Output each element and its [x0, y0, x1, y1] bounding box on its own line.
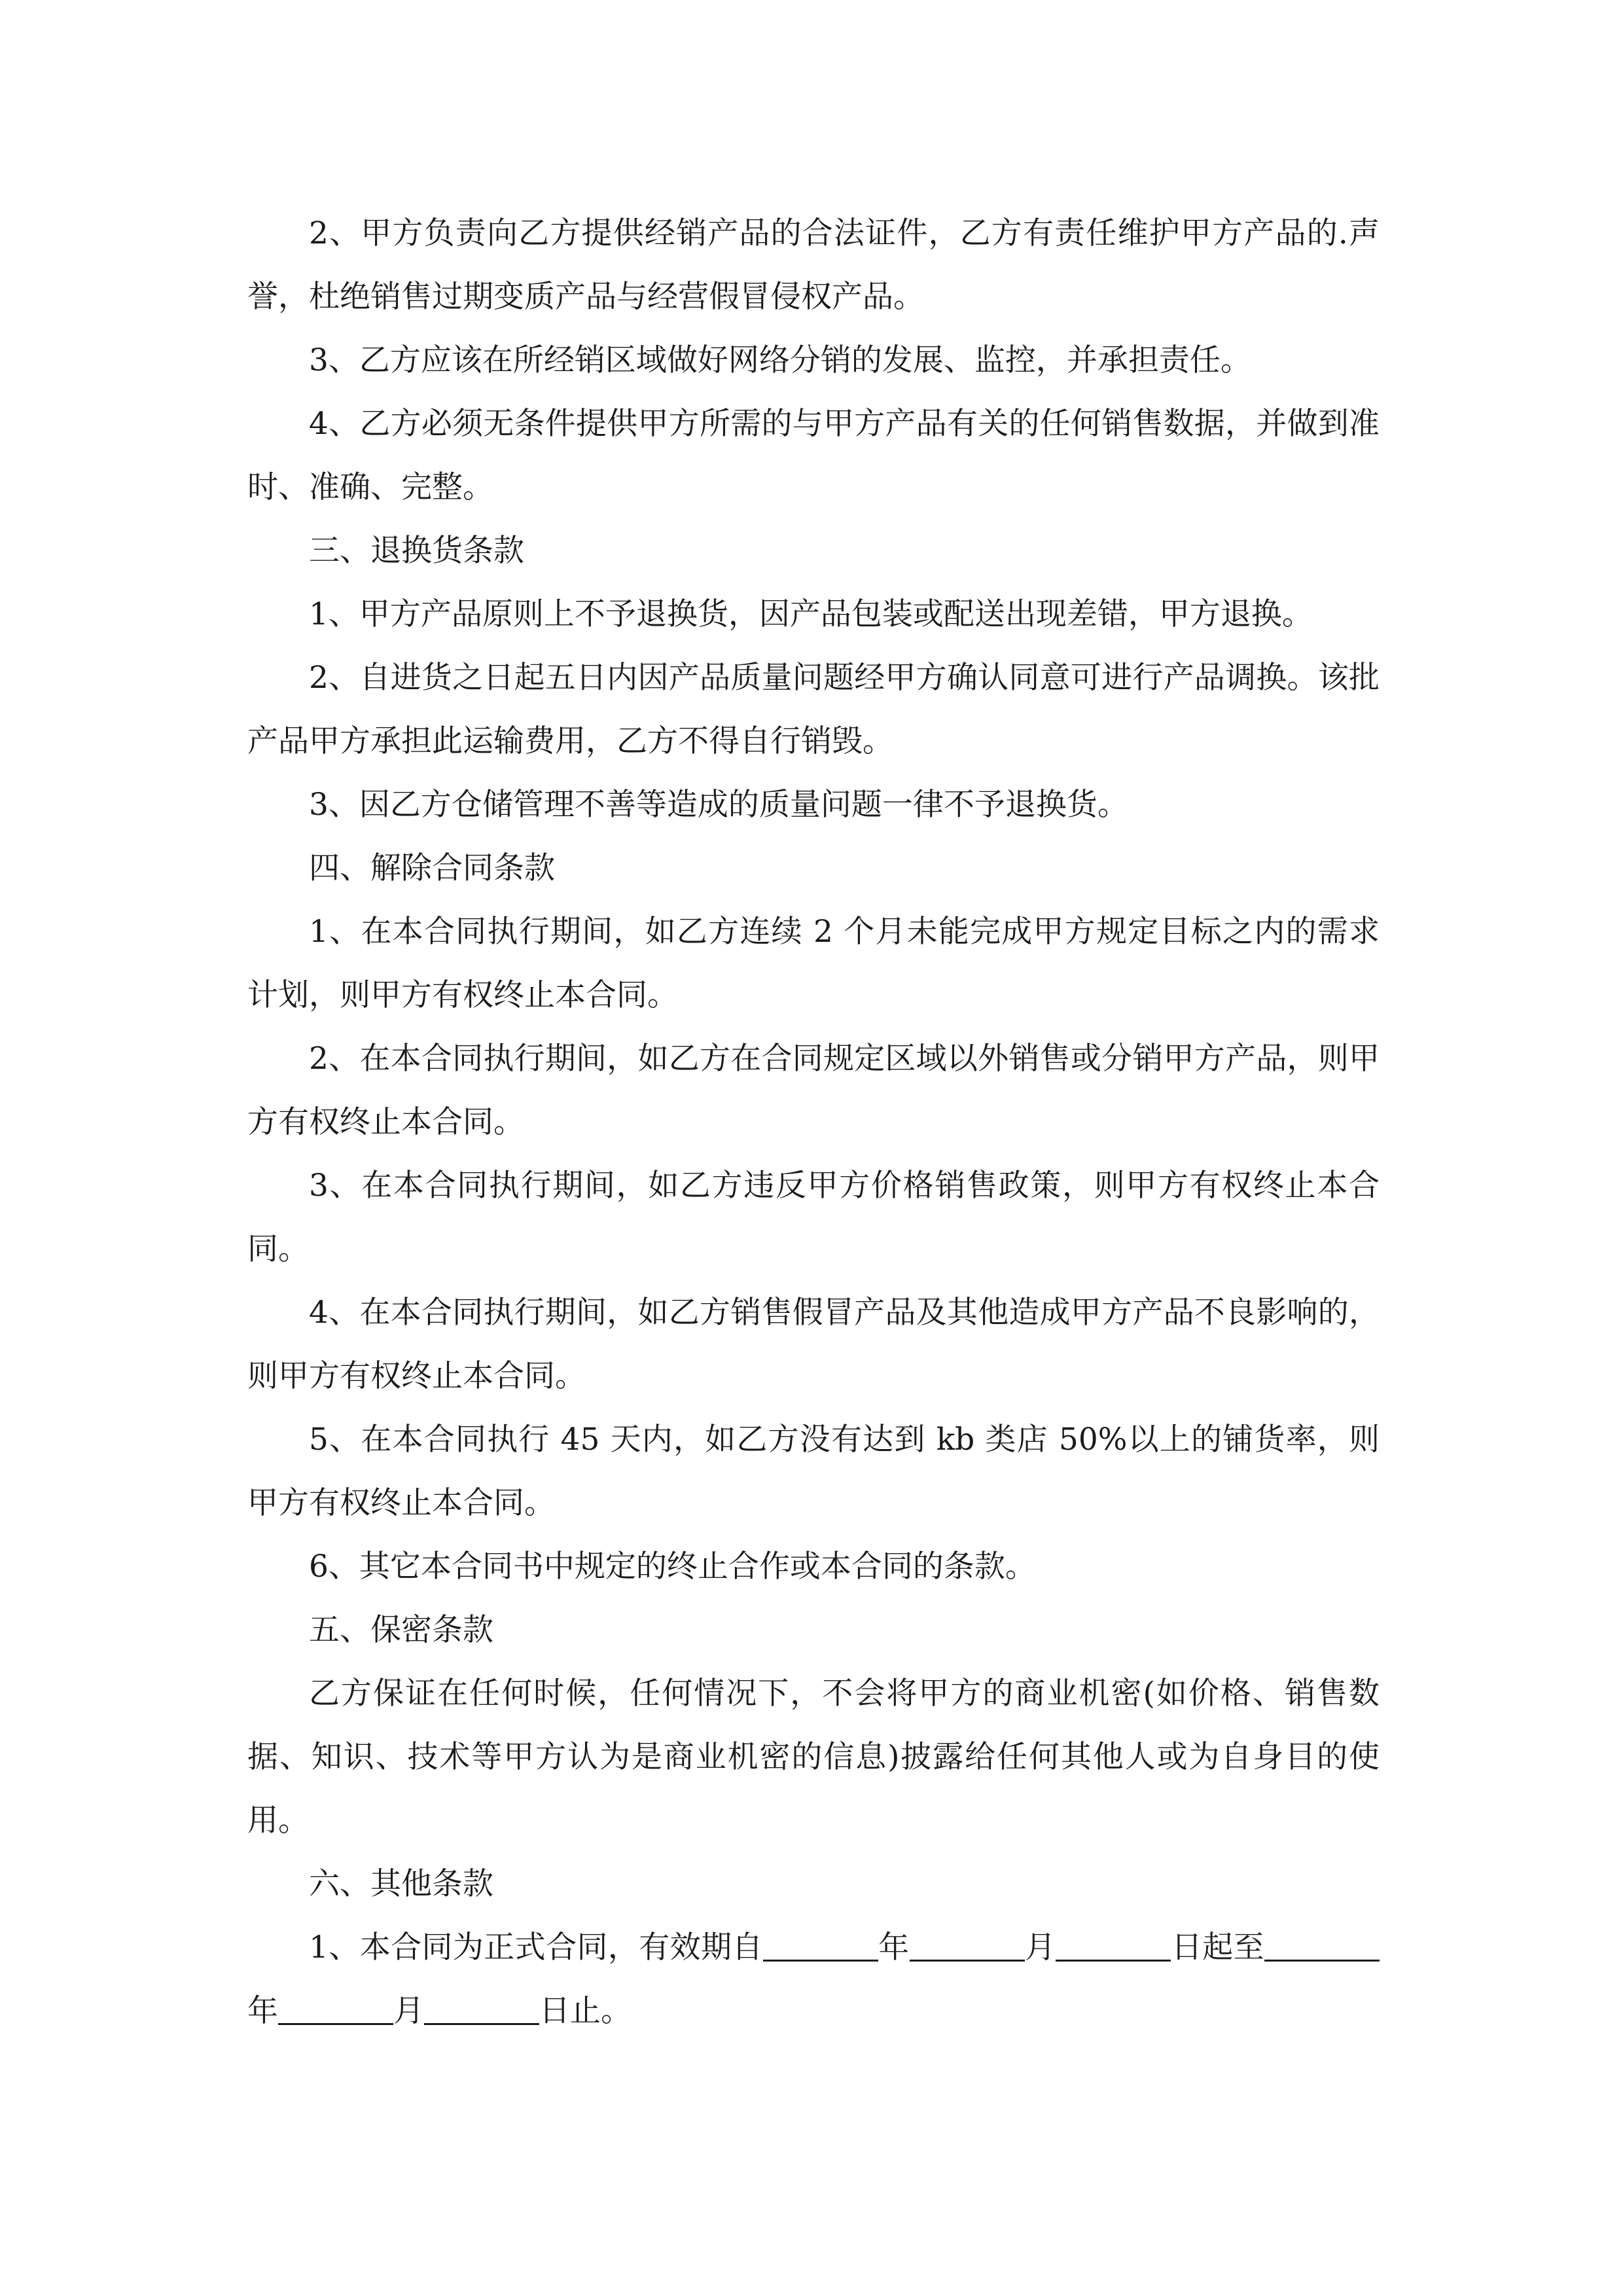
end-day-blank: [424, 1992, 539, 2025]
term-day-end-label: 日止。: [539, 1993, 632, 2029]
paragraph-responsibility-3: 3、乙方应该在所经销区域做好网络分销的发展、监控，并承担责任。: [309, 342, 1251, 378]
paragraph-returns-3: 3、因乙方仓储管理不善等造成的质量问题一律不予退换货。: [309, 787, 1128, 823]
term-year-end-label: 年: [247, 1993, 278, 2029]
paragraph-returns-1: 1、甲方产品原则上不予退换货，因产品包装或配送出现差错，甲方退换。: [309, 596, 1313, 632]
paragraph-termination-1: 1、在本合同执行期间，如乙方连续 2 个月未能完成甲方规定目标之内的需求计划，则甲方有权终止本合同。: [247, 914, 1380, 1013]
start-month-blank: [910, 1929, 1025, 1962]
term-month-label: 月: [1024, 1929, 1056, 1965]
paragraph-termination-6: 6、其它本合同书中规定的终止合作或本合同的条款。: [309, 1549, 1036, 1585]
section-heading-other: 六、其他条款: [309, 1866, 493, 1902]
contract-body: [247, 202, 1380, 2043]
paragraph-term-clause: [247, 1916, 1380, 2043]
term-month-end-label: 月: [393, 1993, 424, 2029]
paragraph-returns-2: 2、自进货之日起五日内因产品质量问题经甲方确认同意可进行产品调换。该批产品甲方承担此运输费用，乙方不得自行销毁。: [247, 660, 1380, 759]
paragraph-termination-4: 4、在本合同执行期间，如乙方销售假冒产品及其他造成甲方产品不良影响的，则甲方有权终止本合同。: [247, 1295, 1380, 1394]
section-heading-confidentiality: 五、保密条款: [309, 1612, 493, 1648]
paragraph-responsibility-4: 4、乙方必须无条件提供甲方所需的与甲方产品有关的任何销售数据，并做到准时、准确、完整。: [247, 406, 1380, 505]
start-year-blank: [763, 1929, 878, 1962]
start-day-blank: [1056, 1929, 1171, 1962]
paragraph-termination-3: 3、在本合同执行期间，如乙方违反甲方价格销售政策，则甲方有权终止本合同。: [247, 1168, 1380, 1267]
paragraph-responsibility-2: 2、甲方负责向乙方提供经销产品的合法证件，乙方有责任维护甲方产品的.声誉，杜绝销售过期变质产品与经营假冒侵权产品。: [247, 215, 1380, 315]
term-year-label: 年: [878, 1929, 910, 1965]
end-year-blank: [1264, 1929, 1380, 1962]
term-prefix: 1、本合同为正式合同，有效期自: [309, 1929, 763, 1965]
paragraph-termination-2: 2、在本合同执行期间，如乙方在合同规定区域以外销售或分销甲方产品，则甲方有权终止本合同。: [247, 1041, 1380, 1140]
end-month-blank: [278, 1992, 393, 2025]
section-heading-termination: 四、解除合同条款: [309, 850, 555, 886]
paragraph-confidentiality: 乙方保证在任何时候，任何情况下，不会将甲方的商业机密(如价格、销售数据、知识、技术等甲方认为是商业机密的信息)披露给任何其他人或为自身目的使用。: [247, 1676, 1380, 1839]
section-heading-returns: 三、退换货条款: [309, 533, 524, 569]
term-day-start-label: 日起至: [1171, 1929, 1265, 1965]
paragraph-termination-5: 5、在本合同执行 45 天内，如乙方没有达到 kb 类店 50%以上的铺货率，则甲方有权终止本合同。: [247, 1422, 1380, 1521]
